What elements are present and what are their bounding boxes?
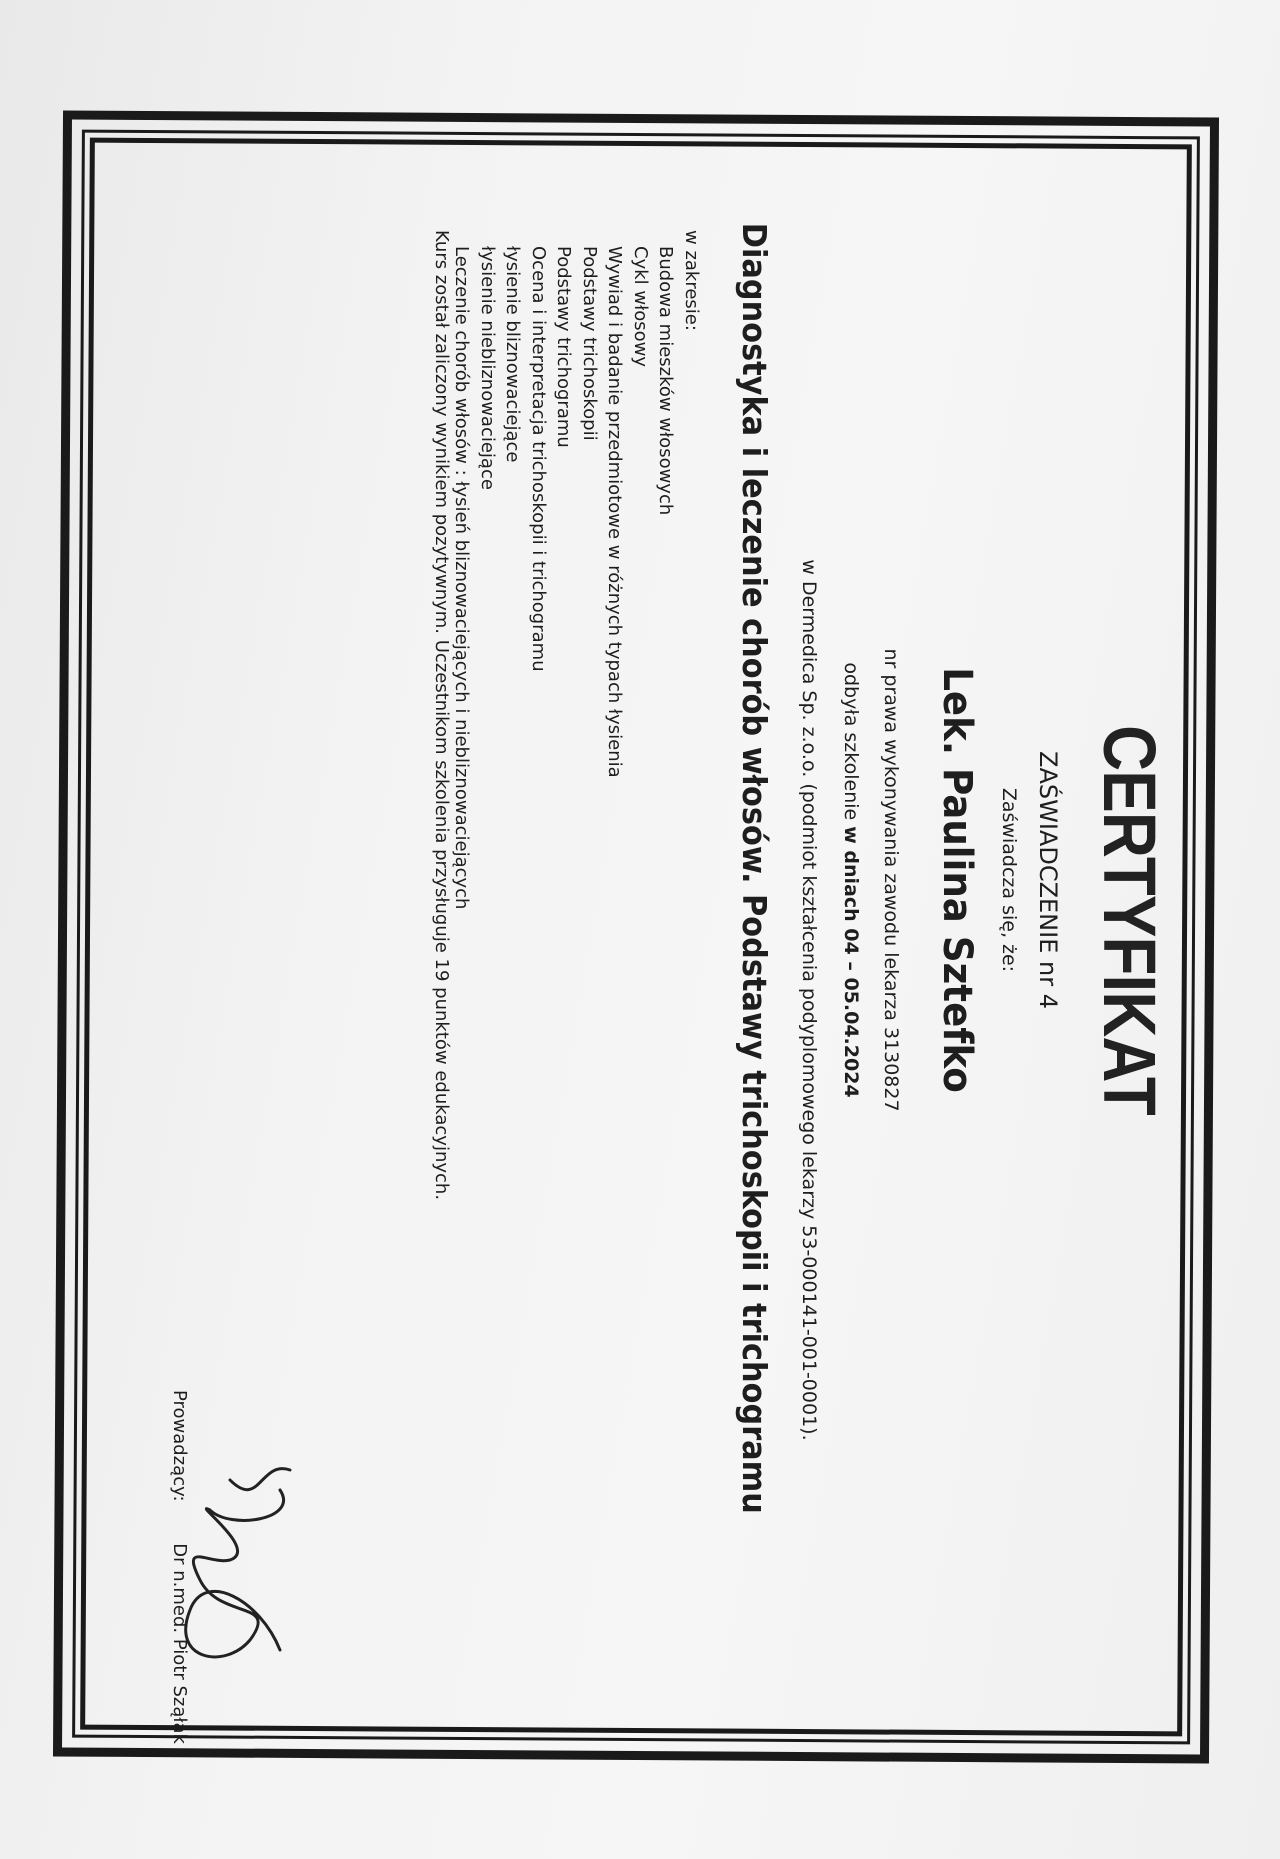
instructor-name: Dr n.med. Piotr Sząłak [169, 1543, 190, 1744]
license-number: nr prawa wykonywania zawodu lekarza 3130827 [880, 648, 902, 1112]
scope-item: Ocena i interpretacja trichoskopii i trichogramu [528, 246, 549, 672]
training-dates [840, 100, 862, 1660]
scope-item: Wywiad i badanie przedmiotowe w różnych typach łysienia [604, 246, 626, 778]
scope-item: Podstawy trichogramu [553, 246, 575, 448]
certificate-title: CERTYFIKAT [1088, 725, 1171, 1115]
scope-item: Podstawy trichoskopii [579, 246, 600, 441]
training-dates-range: w dniach 04 – 05.04.2024 [840, 826, 862, 1098]
scope-heading: w zakresie: [681, 230, 702, 331]
scope-list [449, 230, 679, 909]
certifies-text: Zaświadcza się, że: [998, 787, 1020, 973]
course-title: Diagnostyka i leczenie chorób włosów. Podstawy trichoskopii i trichogramu [735, 222, 774, 1514]
scope-item: Cykl włosowy [630, 246, 651, 367]
instructor [169, 1390, 190, 1744]
training-dates-prefix: odbyła szkolenie [840, 662, 862, 827]
scope-item: łysienie bliznowaciejące [502, 246, 524, 463]
scope-item: Leczenie chorób włosów : łysień bliznowaciejących i niebliznowaciejących [451, 246, 473, 910]
recipient-name: Lek. Paulina Sztefko [934, 667, 980, 1093]
scope-item: łysienie niebliznowaciejące [477, 246, 498, 490]
instructor-label: Prowadzący: [169, 1390, 190, 1502]
closing-statement: Kurs został zaliczony wynikiem pozytywnym. Uczestnikom szkolenia przysługuje 19 punktów edukacyjnych. [431, 230, 452, 1201]
certificate-number: ZAŚWIADCZENIE nr 4 [1034, 751, 1062, 1009]
certificate-content [100, 140, 1180, 1744]
scope-item: Budowa mieszków włosowych [655, 246, 677, 516]
scope-section [449, 230, 704, 909]
organization-text: w Dermedica Sp. z.o.o. (podmiot kształcenia podyplomowego lekarzy 53-000141-001-0001). [798, 559, 820, 1441]
